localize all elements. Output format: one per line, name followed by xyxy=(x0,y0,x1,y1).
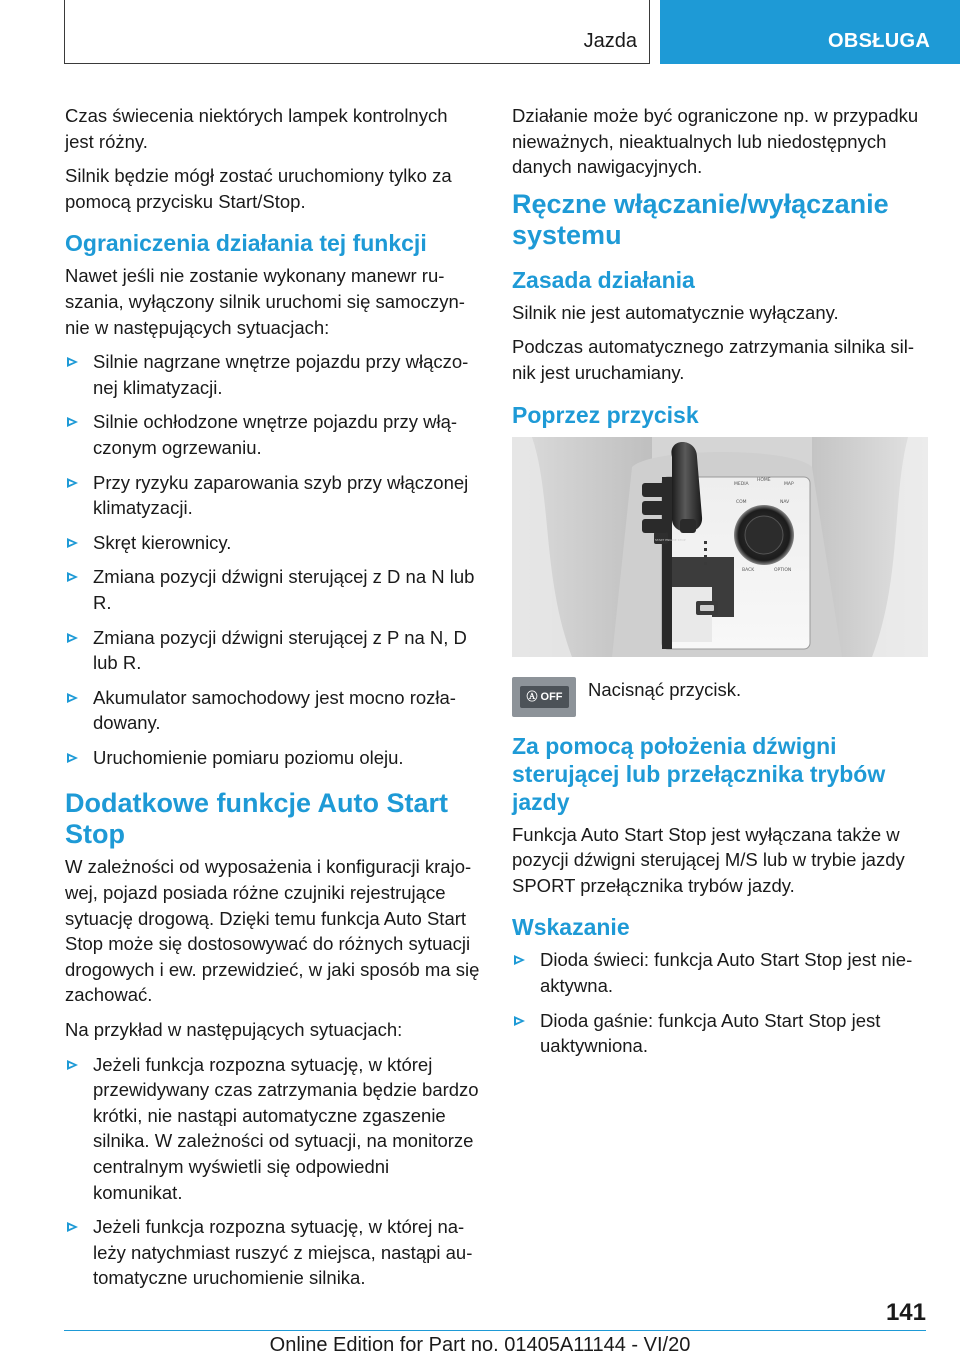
list-situations xyxy=(65,1052,480,1291)
paragraph: Czas świecenia niektórych lampek kontrolnych jest różny. xyxy=(65,105,448,152)
triangle-bullet-icon xyxy=(514,955,525,965)
paragraph: Funkcja Auto Start Stop jest wyłączana także w pozycji dźwigni sterującej M/S lub w trybie jazdy SPORT przełącznika trybów jazdy. xyxy=(512,823,905,896)
triangle-bullet-icon xyxy=(67,753,78,763)
triangle-bullet-icon xyxy=(67,633,78,643)
list-item: Skręt kierownicy. xyxy=(65,530,480,556)
list-item: Zmiana pozycji dźwigni sterującej z D na N lub R. xyxy=(65,564,480,615)
section-title: OBSŁUGA xyxy=(828,30,931,52)
button-instruction xyxy=(512,677,927,717)
header-chapter-box xyxy=(64,0,650,64)
paragraph: Działanie może być ograniczone np. w przypadku nieważnych, nieaktualnych lub niedostępnych danych nawigacyjnych. xyxy=(512,105,919,178)
paragraph: Na przykład w następujących sytuacjach: xyxy=(65,1019,403,1041)
heading-additional-functions: Dodatkowe funkcje Auto Start Stop xyxy=(65,788,449,850)
paragraph: Silnik nie jest automatycznie wyłączany. xyxy=(512,301,839,323)
center-console-photo xyxy=(512,437,928,657)
footer-edition-text: Online Edition for Part no. 01405A11144 - VI/20 xyxy=(269,1334,691,1356)
list-item: Uruchomienie pomiaru poziomu oleju. xyxy=(65,745,480,771)
header-section-tab xyxy=(660,0,960,64)
list-item: Dioda świeci: funkcja Auto Start Stop jest nieaktywna. xyxy=(512,947,927,998)
right-column xyxy=(512,103,927,1068)
paragraph: Podczas automatycznego zatrzymania silnika silnik jest uruchamiany. xyxy=(512,336,915,383)
paragraph: Silnik będzie mógł zostać uruchomiony tylko za pomocą przycisku Start/Stop. xyxy=(65,165,452,212)
console-label-nav: NAV xyxy=(780,499,790,505)
footer-divider xyxy=(64,1330,926,1331)
auto-start-stop-off-button-icon xyxy=(512,677,576,717)
heading-via-lever: Za pomocą położenia dźwigni sterującej lub przełącznika trybów jazdy xyxy=(512,732,886,815)
console-label-start: START ENGINE STOP xyxy=(655,537,686,542)
console-label-home: HOME xyxy=(757,477,771,483)
auto-off-glyph: Ⓐ OFF xyxy=(520,686,569,708)
console-label-option: OPTION xyxy=(774,567,792,573)
paragraph: W zależności od wyposażenia i konfiguracji krajowej, pojazd posiada różne czujniki rejestrujące sytuację drogową. Dzięki temu funkcja Auto Start Stop może się dostosowywać do różnych sytuacji drogowych i ew. przewidzieć, w jaki sposób ma się zachować. xyxy=(65,856,480,1006)
list-item: Zmiana pozycji dźwigni sterującej z P na N, D lub R. xyxy=(65,625,480,676)
triangle-bullet-icon xyxy=(67,357,78,367)
triangle-bullet-icon xyxy=(67,417,78,427)
list-item: Przy ryzyku zaparowania szyb przy włączonej klimatyzacji. xyxy=(65,470,480,521)
triangle-bullet-icon xyxy=(67,478,78,488)
left-column xyxy=(65,103,480,1300)
list-conditions xyxy=(65,349,480,770)
list-item: Akumulator samochodowy jest mocno rozładowany. xyxy=(65,685,480,736)
triangle-bullet-icon xyxy=(67,1222,78,1232)
console-label-com: COM xyxy=(736,499,747,505)
list-item: Jeżeli funkcja rozpozna sytuację, w której należy natychmiast ruszyć z miejsca, nastąpi automatyczne uruchomienie silnika. xyxy=(65,1214,480,1291)
list-item: Silnie ochłodzone wnętrze pojazdu przy włączonym ogrzewaniu. xyxy=(65,409,480,460)
list-indicator xyxy=(512,947,927,1058)
console-label-media: MEDIA xyxy=(734,481,749,487)
page-number: 141 xyxy=(885,1299,926,1326)
triangle-bullet-icon xyxy=(67,1060,78,1070)
triangle-bullet-icon xyxy=(67,693,78,703)
chapter-title: Jazda xyxy=(583,30,637,52)
heading-via-button: Poprzez przycisk xyxy=(512,401,699,428)
console-label-back: BACK xyxy=(742,567,755,573)
heading-limits: Ograniczenia działania tej funkcji xyxy=(65,230,427,257)
triangle-bullet-icon xyxy=(67,538,78,548)
paragraph: Nawet jeśli nie zostanie wykonany manewr ruszania, wyłączony silnik uruchomi się samoczynnie w następujących sytuacjach: xyxy=(65,265,465,338)
button-instruction-text: Nacisnąć przycisk. xyxy=(588,678,742,700)
heading-manual-toggle: Ręczne włączanie/wyłączanie systemu xyxy=(512,188,889,250)
triangle-bullet-icon xyxy=(67,572,78,582)
heading-principle: Zasada działania xyxy=(512,266,695,293)
heading-indicator: Wskazanie xyxy=(512,914,630,941)
triangle-bullet-icon xyxy=(514,1016,525,1026)
list-item: Jeżeli funkcja rozpozna sytuację, w której przewidywany czas zatrzymania będzie bardzo krótki, nie nastąpi automatyczne zgaszenie silnika. W zależności od sytuacji, na monitorze centralnym wyświetli się odpowiedni komunikat. xyxy=(65,1052,480,1206)
list-item: Dioda gaśnie: funkcja Auto Start Stop jest uaktywniona. xyxy=(512,1008,927,1059)
list-item: Silnie nagrzane wnętrze pojazdu przy włączonej klimatyzacji. xyxy=(65,349,480,400)
console-label-map: MAP xyxy=(784,481,794,487)
